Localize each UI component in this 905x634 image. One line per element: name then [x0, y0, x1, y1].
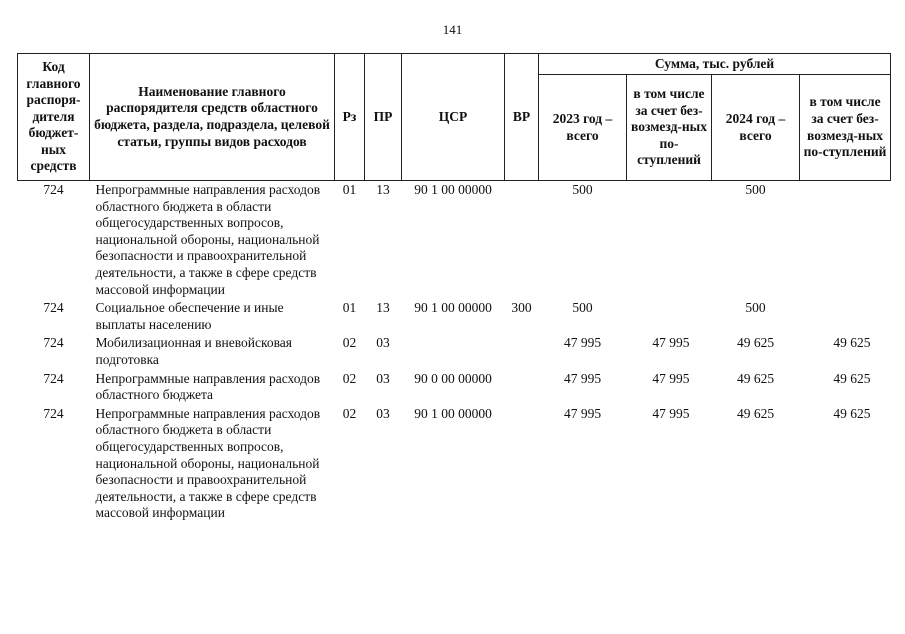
cell-2024-free [800, 181, 891, 300]
header-code: Код главного распоря-дителя бюджет-ных средств [18, 54, 90, 181]
table-row [18, 405, 891, 523]
cell-2024-free [800, 299, 891, 334]
cell-2023-total: 47 995 [563, 405, 602, 421]
cell-vr [505, 181, 539, 300]
cell-2023-total: 47 995 [563, 370, 602, 386]
cell-rz: 01 [342, 300, 357, 316]
cell-pr: 03 [376, 405, 390, 421]
cell-csr: 90 1 00 00000 [414, 182, 492, 197]
header-vr: ВР [505, 54, 539, 181]
cell-vr [505, 334, 539, 369]
cell-vr [505, 405, 539, 523]
cell-vr: 300 [511, 300, 532, 316]
cell-2023-free [627, 181, 712, 300]
cell-2023-total: 500 [572, 182, 593, 197]
cell-2024-free: 49 625 [833, 405, 871, 421]
header-2024-free: в том числе за счет без-возмезд-ных по-ступлений [800, 75, 891, 181]
header-sum-group: Сумма, тыс. рублей [539, 54, 891, 75]
cell-2023-free: 47 995 [652, 335, 690, 351]
cell-2024-free: 49 625 [833, 370, 871, 386]
cell-name: Мобилизационная и вневойсковая подготовка [95, 335, 292, 367]
cell-csr: 90 1 00 00000 [414, 405, 492, 421]
table-row [18, 181, 891, 300]
page-number: 141 [442, 22, 463, 37]
budget-table [17, 53, 891, 523]
cell-csr: 90 1 00 00000 [414, 300, 492, 316]
cell-2024-total: 500 [745, 300, 766, 316]
header-name: Наименование главного распорядителя средств областного бюджета, раздела, подраздела, целевой статьи, группы видов расходов [90, 54, 335, 181]
table-header [18, 54, 891, 181]
cell-2024-total: 500 [745, 182, 766, 197]
cell-pr: 13 [376, 182, 390, 197]
cell-pr: 03 [376, 370, 390, 386]
cell-name: Непрограммные направления расходов областного бюджета в области общегосударственных вопросов, национальной обороны, национальной безопасности и правоохранительной деятельности, а также в сфере средств массовой информации [95, 405, 321, 521]
cell-csr [402, 334, 505, 369]
table-row [18, 299, 891, 334]
cell-name: Непрограммные направления расходов областного бюджета [95, 370, 321, 403]
cell-pr: 13 [376, 300, 390, 316]
cell-code: 724 [43, 300, 64, 316]
cell-code: 724 [43, 370, 64, 386]
cell-2023-free: 47 995 [652, 370, 690, 386]
cell-2023-total: 47 995 [563, 335, 602, 351]
header-2024-total: 2024 год – всего [712, 75, 800, 181]
cell-code: 724 [43, 405, 64, 421]
cell-name: Непрограммные направления расходов областного бюджета в области общегосударственных вопросов, национальной обороны, национальной безопасности и правоохранительной деятельности, а также в сфере средств массовой информации [95, 182, 321, 297]
cell-2023-free [627, 299, 712, 334]
cell-2024-total: 49 625 [736, 335, 775, 351]
cell-pr: 03 [376, 335, 390, 351]
table-row [18, 334, 891, 369]
header-2023-free: в том числе за счет без-возмезд-ных по-ступлений [627, 75, 712, 181]
header-csr: ЦСР [402, 54, 505, 181]
table-row [18, 370, 891, 405]
cell-rz: 02 [342, 335, 357, 351]
header-pr: ПР [365, 54, 402, 181]
header-2023-total: 2023 год – всего [539, 75, 627, 181]
cell-2023-total: 500 [572, 300, 593, 316]
cell-code: 724 [43, 335, 64, 351]
cell-csr: 90 0 00 00000 [414, 370, 492, 386]
table-body [18, 181, 891, 523]
cell-2024-free: 49 625 [833, 335, 871, 351]
cell-vr [505, 370, 539, 405]
cell-name: Социальное обеспечение и иные выплаты населению [95, 300, 284, 332]
cell-2024-total: 49 625 [736, 405, 775, 421]
cell-2024-total: 49 625 [736, 370, 775, 386]
cell-rz: 01 [342, 182, 357, 197]
cell-rz: 02 [342, 370, 357, 386]
cell-2023-free: 47 995 [652, 405, 690, 421]
header-rz: Рз [335, 54, 365, 181]
cell-code: 724 [43, 182, 64, 197]
cell-rz: 02 [342, 405, 357, 421]
